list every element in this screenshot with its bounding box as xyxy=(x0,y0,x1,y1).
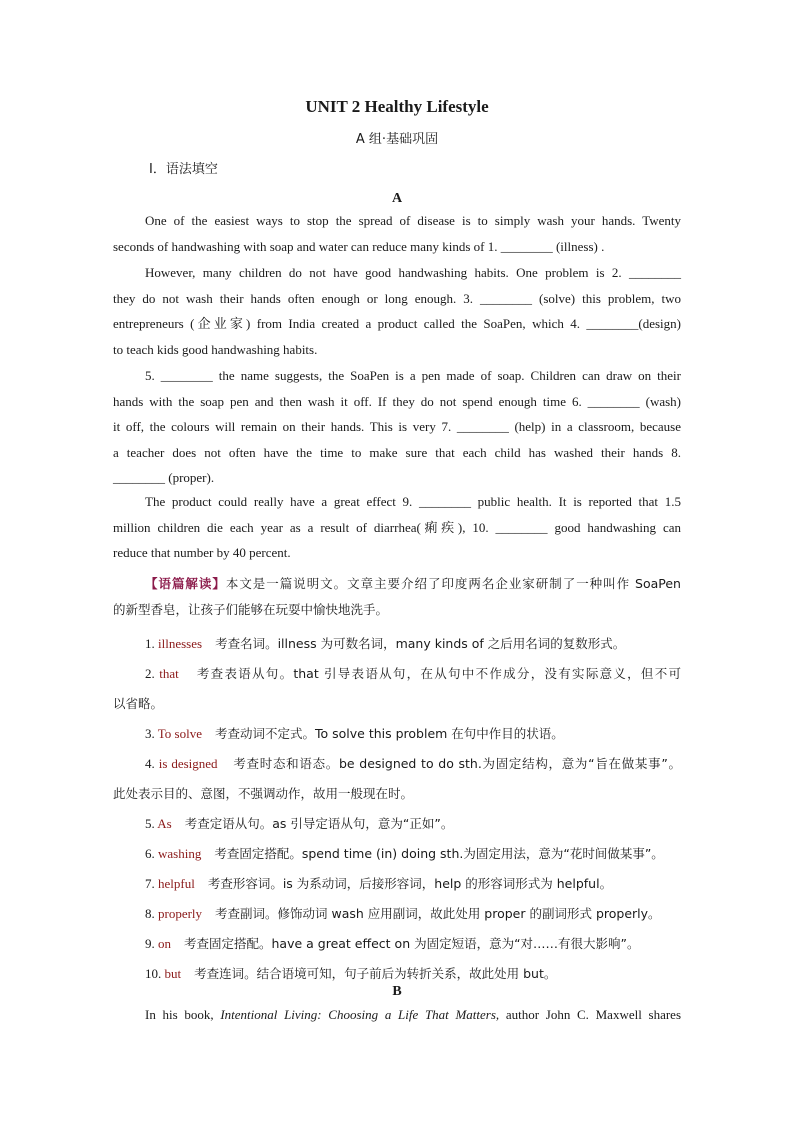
text-line: to teach kids good handwashing habits. xyxy=(113,341,318,357)
text-line: hands with the soap pen and then wash it off. If they do not spend enough time 6. ________ (wash) xyxy=(113,393,681,409)
text-line: entrepreneurs (企业家) from India created a product called the SoaPen, which 4. ________(design) xyxy=(113,316,681,331)
text-line: ________ (proper). xyxy=(113,470,215,485)
text-line: reduce that number by 40 percent. xyxy=(113,545,291,560)
analysis-tag: 【语篇解读】 xyxy=(145,576,226,591)
passage-a-paragraph-3 xyxy=(113,363,681,491)
answer-item-9: 9. on 考查固定搭配。have a great effect on 为固定短语，意为“对……有很大影响”。 xyxy=(145,936,640,951)
passage-a-letter: A xyxy=(391,191,403,206)
passage-a-paragraph-1 xyxy=(113,208,681,259)
text-line: In his book, Intentional Living: Choosing a Life That Matters, author John C. Maxwell shares xyxy=(145,1007,682,1022)
text-line: One of the easiest ways to stop the spread of disease is to simply wash your hands. Twenty xyxy=(145,213,681,228)
analysis-intro: 【语篇解读】本文是一篇说明文。文章主要介绍了印度两名企业家研制了一种叫作 SoaPen 的新型香皂，让孩子们能够在玩耍中愉快地洗手。 xyxy=(113,571,681,622)
text-line: 的新型香皂，让孩子们能够在玩耍中愉快地洗手。 xyxy=(113,601,389,617)
passage-a-paragraph-2 xyxy=(113,260,681,362)
text-line: However, many children do not have good handwashing habits. One problem is 2. ________ xyxy=(145,265,681,280)
text-line: 此处表示目的、意图，不强调动作，故用一般现在时。 xyxy=(113,786,414,801)
answer-item-3: 3. To solve 考查动词不定式。To solve this problem 在句中作目的状语。 xyxy=(145,726,564,741)
page-title: UNIT 2 Healthy Lifestyle xyxy=(305,97,489,116)
text-line: The product could really have a great effect 9. ________ public health. It is reported that 1.5 xyxy=(145,494,681,509)
passage-b-paragraph-1 xyxy=(113,1002,681,1028)
group-subtitle: A 组·基础巩固 xyxy=(355,132,439,147)
text-line: seconds of handwashing with soap and water can reduce many kinds of 1. ________ (illness) . xyxy=(113,238,605,254)
text-line: 5. ________ the name suggests, the SoaPen is a pen made of soap. Children can draw on their xyxy=(145,368,681,383)
answer-item-8: 8. properly 考查副词。修饰动词 wash 应用副词，故此处用 proper 的副词形式 properly。 xyxy=(145,906,661,921)
answer-item-2: 2. that 考查表语从句。that 引导表语从句，在从句中不作成分，没有实际意义，但不可 xyxy=(145,666,681,681)
text-line: they do not wash their hands often enough or long enough. 3. ________ (solve) this problem, two xyxy=(113,290,681,306)
book-title: Intentional Living: Choosing a Life That Matters, xyxy=(220,1007,500,1022)
answer-item-6: 6. washing 考查固定搭配。spend time (in) doing sth.为固定用法，意为“花时间做某事”。 xyxy=(145,846,664,861)
answer-item-7: 7. helpful 考查形容词。is 为系动词，后接形容词，help 的形容词形式为 helpful。 xyxy=(145,876,613,891)
answer-list xyxy=(113,629,681,989)
section-label: Ⅰ．语法填空 xyxy=(149,162,218,177)
passage-b-letter: B xyxy=(392,984,402,999)
answer-item-5: 5. As 考查定语从句。as 引导定语从句，意为“正如”。 xyxy=(145,816,454,831)
answer-item-1: 1. illnesses 考查名词。illness 为可数名词，many kinds of 之后用名词的复数形式。 xyxy=(145,636,626,651)
text-line: a teacher does not often have the time to make sure that each child has washed their hands 8. xyxy=(113,444,681,460)
passage-a-paragraph-4 xyxy=(113,489,681,566)
answer-item-10: 10. but 考查连词。结合语境可知，句子前后为转折关系，故此处用 but。 xyxy=(145,966,557,981)
answer-item-4: 4. is designed 考查时态和语态。be designed to do sth.为固定结构，意为“旨在做某事”。 xyxy=(145,756,681,771)
text-line: 以省略。 xyxy=(113,696,164,711)
text-line: it off, the colours will remain on their hands. This is very 7. ________ (help) in a classroom, because xyxy=(113,419,681,434)
text-line: million children die each year as a result of diarrhea(痢疾), 10. ________ good handwashing can xyxy=(113,519,681,535)
